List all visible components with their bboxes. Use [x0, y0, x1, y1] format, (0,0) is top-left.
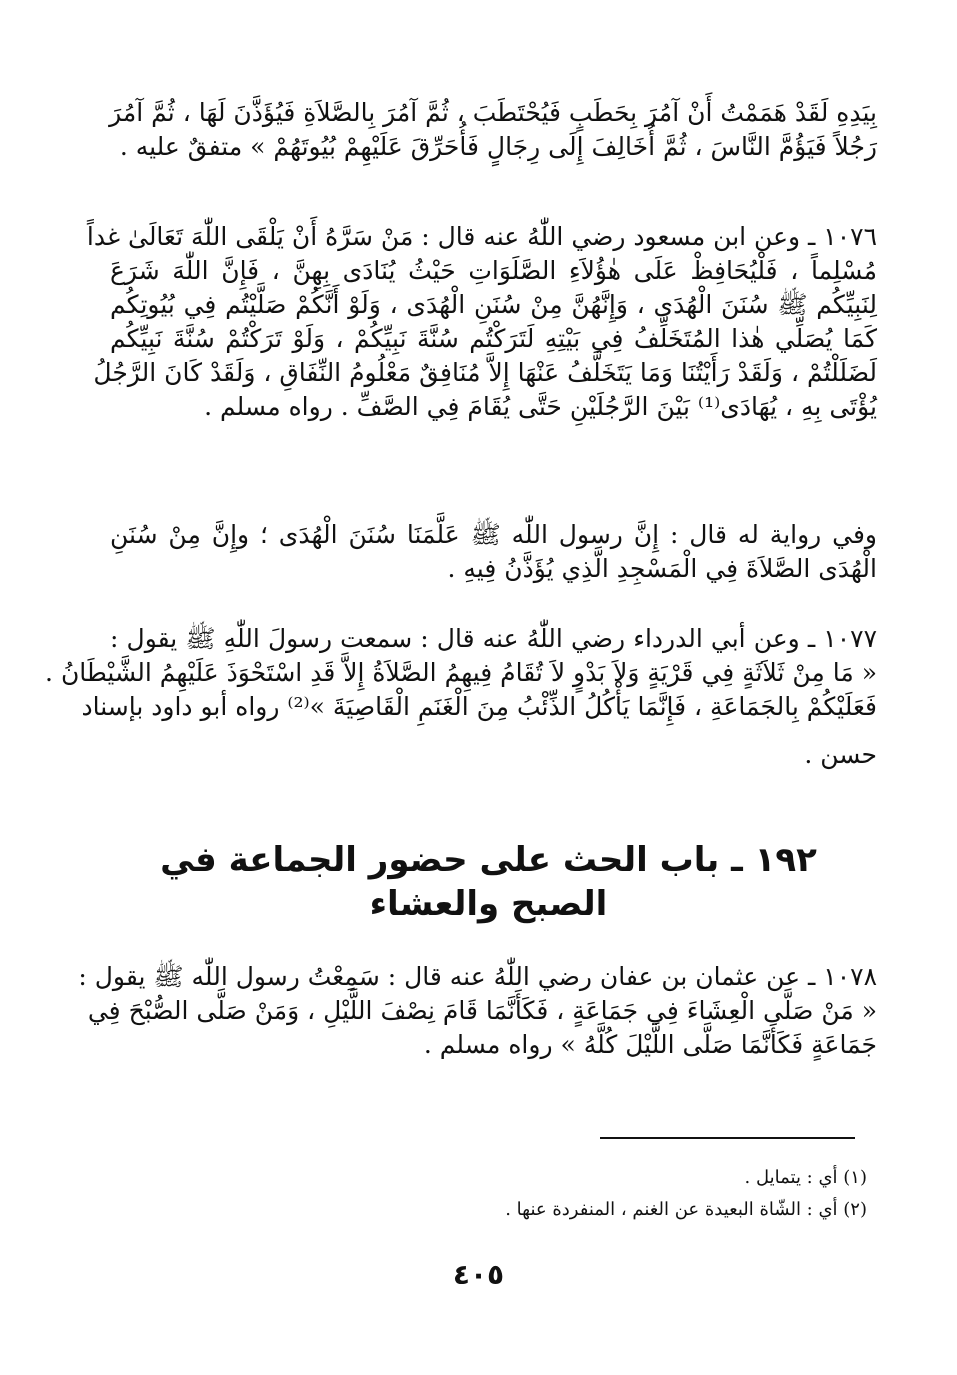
text-line: بِيَدِهِ لَقَدْ هَمَمْتُ أَنْ آمُرَ بِحَطَبٍ فَيُحْتَطَبَ ، ثُمَّ آمُرَ بِالصَّلاَةِ فَيُؤَذَّنَ لَهَا ، ثُمَّ آمُرَ — [109, 98, 877, 127]
text-line: جَمَاعَةٍ فَكَأَنَّمَا صَلَّى اللَّيْلَ كُلَّهُ » رواه مسلم . — [423, 1030, 877, 1059]
page-number: ٤٠٥ — [452, 1258, 505, 1291]
text-line: ١٠٧٦ ـ وعن ابن مسعود رضي اللّٰهُ عنه قال : مَنْ سَرَّهُ أَنْ يَلْقَى اللّٰهَ تَعَالَىٰ غداً — [86, 222, 877, 251]
text-line: وفي رواية له قال : إِنَّ رسول اللّٰه ﷺ عَلَّمَنَا سُنَنَ الْهُدَى ؛ وإِنَّ مِنْ سُنَنِ — [110, 520, 877, 549]
hadith-1077 — [45, 622, 877, 772]
narration-variant — [110, 518, 877, 586]
hadith-1078 — [78, 960, 877, 1062]
text-line: الْهُدَى الصَّلاَةَ فِي الْمَسْجِدِ الَّذِي يُؤَذَّنُ فِيهِ . — [447, 554, 877, 583]
text-line: حسن . — [804, 740, 877, 769]
hadith-1076 — [86, 220, 877, 424]
footnote-divider — [600, 1137, 855, 1139]
text-line: لَضَلَلْتُمْ ، وَلَقَدْ رَأَيْتُنَا وَمَا يَتَخَلَّفُ عَنْهَا إِلاَّ مُنَافِقٌ مَعْلُومُ النِّفَاقِ ، وَلَقَدْ كَانَ الرَّجُلُ — [93, 358, 877, 387]
text-line: « مَنْ صَلَّى الْعِشَاءَ فِي جَمَاعَةٍ ، فَكَأَنَّمَا قَامَ نِصْفَ اللَّيْلِ ، وَمَنْ صَلَّى الصُّبْحَ فِي — [87, 996, 877, 1025]
text-line: لِنَبِيِّكُم ﷺ سُنَنَ الْهُدَى ، وَإِنَّهُنَّ مِنْ سُنَنِ الْهُدَى ، وَلَوْ أَنَّكُمْ صَلَّيْتُم فِي بُيُوتِكُم — [110, 290, 877, 319]
footnotes — [110, 1162, 867, 1226]
text-line: ١٠٧٨ ـ عن عثمان بن عفان رضي اللّٰهُ عنه قال : سَمِعْتُ رسول اللّٰه ﷺ يقول : — [78, 962, 877, 991]
footnote: (٢) أي : الشّاة البعيدة عن الغنم ، المنفردة عنها . — [505, 1199, 867, 1220]
text-line: كَمَا يُصَلِّي هٰذا المُتَخَلِّفُ فِي بَيْتِهِ لَتَرَكْتُم سُنَّةَ نَبِيِّكُمْ ، وَلَوْ تَرَكْتُمْ سُنَّةَ نَبِيِّكُم — [110, 324, 877, 353]
paragraph-continuation — [110, 96, 877, 164]
footnote: (١) أي : يتمايل . — [744, 1167, 867, 1188]
text-line: يُؤْتَى بِهِ ، يُهَادَى⁽¹⁾ بَيْنَ الرَّجُلَيْنِ حَتَّى يُقَامَ فِي الصَّفِّ . رواه مسلم . — [204, 392, 877, 421]
chapter-heading: ١٩٢ ـ باب الحث على حضور الجماعة في الصبح والعشاء — [160, 840, 817, 924]
text-line: ١٠٧٧ ـ وعن أبي الدرداء رضي اللّٰهُ عنه قال : سمعت رسولَ اللّٰهِ ﷺ يقول : — [110, 624, 877, 653]
text-line: رَجُلاً فَيَؤُمَّ النَّاسَ ، ثُمَّ أُخَالِفَ إِلَى رِجَالٍ فَأُحَرِّقَ عَلَيْهِمْ بُيُوتَهُمْ » متفقٌ عليه . — [119, 132, 877, 161]
text-line: مُسْلِماً ، فَلْيُحَافِظْ عَلَى هٰؤُلاَءِ الصَّلَوَاتِ حَيْثُ يُنَادَى بِهِنَّ ، فَإِنَّ اللّٰهَ شَرَعَ — [110, 256, 877, 285]
text-line: فَعَلَيْكُمْ بِالجَمَاعَةِ ، فَإِنَّمَا يَأْكُلُ الذِّئْبُ مِنَ الْغَنَمِ الْقَاصِيَةَ »⁽²⁾ رواه أبو داود بإسناد — [81, 692, 877, 721]
text-line: « مَا مِنْ ثَلاَثَةٍ فِي قَرْيَةٍ وَلاَ بَدْوٍ لاَ تُقَامُ فِيهِمُ الصَّلاَةُ إِلاَّ قَدِ اسْتَحْوَذَ عَلَيْهِمُ الشَّيْطَانُ . — [45, 658, 877, 687]
